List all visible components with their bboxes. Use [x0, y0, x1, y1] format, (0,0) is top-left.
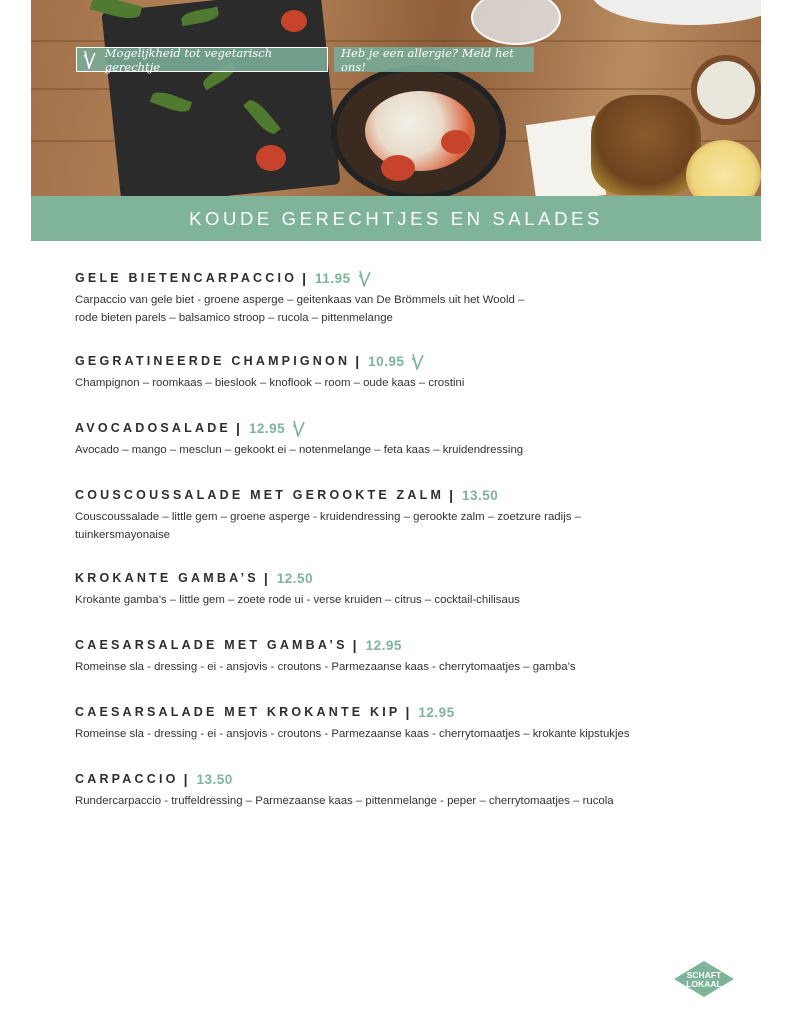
- vegetarian-leaf-icon: [292, 420, 306, 437]
- dish-price: 11.95: [315, 270, 351, 286]
- description-line: Carpaccio van gele biet - groene asperge – geitenkaas van De Brömmels uit het Woold –: [75, 294, 525, 306]
- price-separator: |: [302, 270, 307, 286]
- logo-line-1: SCHAFT: [686, 970, 722, 980]
- description-line: Krokante gamba’s – little gem – zoete rode ui - verse kruiden – citrus – cocktail-chilisaus: [75, 594, 520, 606]
- dish-name: KROKANTE GAMBA’S: [75, 571, 259, 585]
- description-line: Romeinse sla - dressing - ei - ansjovis - croutons - Parmezaanse kaas - cherrytomaatjes – gamba’s: [75, 661, 576, 673]
- menu-item: [75, 769, 614, 810]
- dish-price: 10.95: [368, 353, 405, 369]
- dish-name: CAESARSALADE MET GAMBA’S: [75, 638, 348, 652]
- menu-item: [75, 418, 523, 459]
- vegetarian-leaf-icon: [358, 270, 372, 287]
- dish-description: [75, 591, 520, 609]
- vegetarian-leaf-icon: [411, 353, 425, 370]
- dish-description: [75, 658, 576, 676]
- allergy-notice-text: Heb je een allergie? Meld het ons!: [341, 45, 514, 74]
- description-line: Avocado – mango – mesclun – gekookt ei – notenmelange – feta kaas – kruidendressing: [75, 444, 524, 456]
- hero-photo: [31, 0, 761, 196]
- menu-item: [75, 568, 520, 609]
- dish-description: [75, 441, 523, 459]
- price-separator: |: [235, 420, 240, 436]
- logo-line-2: LOKAAL: [686, 979, 722, 989]
- price-separator: |: [355, 353, 360, 369]
- dish-price: 13.50: [462, 487, 499, 503]
- vegetarian-leaf-icon: [83, 50, 97, 69]
- dish-description: [75, 374, 464, 392]
- description-line: Romeinse sla - dressing - ei - ansjovis - croutons - Parmezaanse kaas - cherrytomaatjes – krokante kipstukjes: [75, 728, 630, 740]
- dish-price: 12.95: [418, 704, 455, 720]
- dish-name: AVOCADOSALADE: [75, 421, 231, 435]
- vegetarian-legend-text: Mogelijkheid tot vegetarisch gerechtje: [104, 45, 273, 74]
- price-separator: |: [352, 637, 357, 653]
- description-line: rode bieten parels – balsamico stroop – rucola – pittenmelange: [75, 312, 393, 324]
- dish-description: [75, 725, 630, 743]
- dish-price: 13.50: [196, 771, 233, 787]
- menu-item: [75, 635, 576, 676]
- price-separator: |: [405, 704, 410, 720]
- dish-name: CAESARSALADE MET KROKANTE KIP: [75, 705, 401, 719]
- vegetarian-legend-badge: [76, 47, 328, 72]
- dish-description: [75, 792, 614, 810]
- description-line: Rundercarpaccio - truffeldressing – Parmezaanse kaas – pittenmelange - peper – cherrytomaatjes – rucola: [75, 795, 614, 807]
- description-line: tuinkersmayonaise: [75, 529, 170, 541]
- dish-name: CARPACCIO: [75, 772, 179, 786]
- description-line: Champignon – roomkaas – bieslook – knoflook – room – oude kaas – crostini: [75, 377, 465, 389]
- dish-price: 12.95: [248, 420, 286, 436]
- dish-name: COUSCOUSSALADE MET GEROOKTE ZALM: [75, 488, 445, 502]
- dish-price: 12.50: [276, 570, 314, 586]
- section-banner: [31, 196, 761, 241]
- price-separator: |: [183, 771, 188, 787]
- dish-name: GELE BIETENCARPACCIO: [75, 271, 298, 285]
- price-separator: |: [263, 570, 268, 586]
- menu-item: [75, 485, 581, 544]
- dish-description: [75, 291, 524, 327]
- allergy-notice-badge: [334, 47, 534, 72]
- dish-price: 12.95: [365, 637, 402, 653]
- menu-item: [75, 268, 524, 327]
- dish-name: GEGRATINEERDE CHAMPIGNON: [75, 354, 351, 368]
- description-line: Couscoussalade – little gem – groene asperge - kruidendressing – gerookte zalm – zoetzure radijs –: [75, 511, 581, 523]
- menu-item: [75, 351, 464, 392]
- schaft-lokaal-logo: [673, 960, 735, 998]
- section-title: KOUDE GERECHTJES EN SALADES: [189, 207, 603, 229]
- menu-item: [75, 702, 630, 743]
- price-separator: |: [449, 487, 453, 503]
- dish-description: [75, 508, 581, 544]
